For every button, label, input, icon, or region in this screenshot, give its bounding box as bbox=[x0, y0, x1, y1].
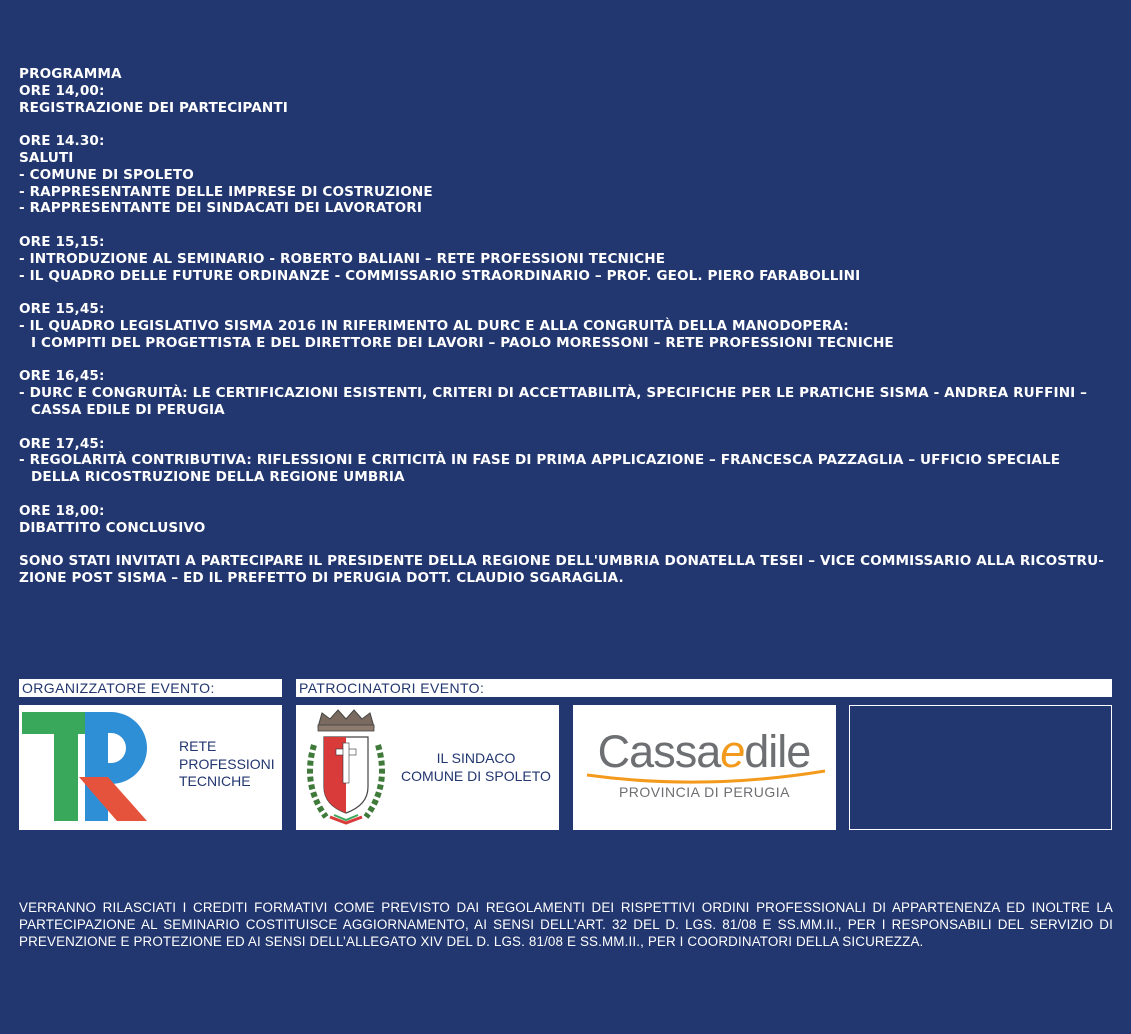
wordmark-part: dile bbox=[744, 726, 811, 777]
session-item: - INTRODUZIONE AL SEMINARIO - ROBERTO BALIANI – RETE PROFESSIONI TECNICHE bbox=[19, 250, 666, 267]
program-title: PROGRAMMA bbox=[19, 66, 122, 82]
organizer-logo-card bbox=[19, 705, 282, 830]
rete-professioni-tecniche-logo-icon bbox=[19, 705, 159, 830]
session-item: - COMUNE DI SPOLETO bbox=[19, 166, 194, 183]
wordmark-accent: e bbox=[720, 726, 745, 777]
cassa-edile-swoosh-icon bbox=[573, 705, 836, 830]
sponsors-label: PATROCINATORI EVENTO: bbox=[296, 679, 1112, 697]
spoleto-coat-of-arms-icon bbox=[296, 705, 396, 830]
session-1545 bbox=[19, 301, 1114, 351]
session-item-continued: I COMPITI DEL PROGETTISTA E DEL DIRETTORE DEI LAVORI – PAOLO MORESSONI – RETE PROFESSIONI TECNICHE bbox=[31, 334, 894, 351]
session-time: ORE 17,45: bbox=[19, 435, 105, 452]
logo-text-line: TECNICHE bbox=[179, 773, 251, 789]
session-item-continued: DELLA RICOSTRUZIONE DELLA REGIONE UMBRIA bbox=[31, 469, 405, 486]
session-1645 bbox=[19, 368, 1114, 418]
session-item: - RAPPRESENTANTE DEI SINDACATI DEI LAVORATORI bbox=[19, 200, 423, 217]
program-section bbox=[19, 66, 1114, 604]
spoleto-logo-card bbox=[296, 705, 559, 830]
logo-text-line: PROFESSIONI bbox=[179, 755, 275, 772]
session-item-continued: CASSA EDILE DI PERUGIA bbox=[31, 401, 225, 418]
session-item: - REGOLARITÀ CONTRIBUTIVA: RIFLESSIONI E CRITICITÀ IN FASE DI PRIMA APPLICAZIONE – FRANCESCA PAZZAGLIA – UFFICIO SPECIALE bbox=[19, 452, 1061, 469]
session-time: ORE 14,00: bbox=[19, 82, 105, 99]
session-item: REGISTRAZIONE DEI PARTECIPANTI bbox=[19, 99, 288, 116]
invited-note bbox=[19, 553, 1114, 587]
logo-text-line: RETE bbox=[179, 738, 217, 754]
session-item: DIBATTITO CONCLUSIVO bbox=[19, 519, 206, 536]
session-1515 bbox=[19, 234, 1114, 284]
session-time: ORE 15,45: bbox=[19, 301, 105, 318]
session-time: ORE 15,15: bbox=[19, 233, 105, 250]
empty-sponsor-slot bbox=[849, 705, 1112, 830]
organizer-label: ORGANIZZATORE EVENTO: bbox=[19, 679, 282, 697]
session-time: ORE 16,45: bbox=[19, 368, 105, 385]
organizer-logo-text bbox=[179, 738, 275, 791]
wordmark-part: Cassa bbox=[597, 726, 721, 777]
footer-note: VERRANNO RILASCIATI I CREDITI FORMATIVI COME PREVISTO DAI REGOLAMENTI DEI RISPETTIVI ORDINI PROFESSIONALI DI APPARTENENZA ED INOLTRE LA PARTECIPAZIONE AL SEMINARIO COSTITUISCE AGGIORNAMENTO, AI SENSI DELL’ART. 32 DEL D. LGS. 81/08 E SS.MM.II., PER I RESPONSABILI DEL SERVIZIO DI PREVENZIONE E PROTEZIONE ED AI SENSI DELL’ALLEGATO XIV DEL D. LGS. 81/08 E SS.MM.II., PER I COORDINATORI DELLA SICUREZZA. bbox=[19, 900, 1113, 950]
logo-t-stem bbox=[54, 712, 78, 821]
logo-text-line: IL SINDACO bbox=[436, 750, 516, 766]
session-item: - RAPPRESENTANTE DELLE IMPRESE DI COSTRUZIONE bbox=[19, 183, 433, 200]
session-1800 bbox=[19, 503, 1114, 537]
session-1745 bbox=[19, 436, 1114, 486]
session-time: ORE 18,00: bbox=[19, 502, 105, 519]
session-item: SALUTI bbox=[19, 149, 74, 166]
session-time: ORE 14.30: bbox=[19, 133, 105, 150]
session-item: - DURC E CONGRUITÀ: LE CERTIFICAZIONI ESISTENTI, CRITERI DI ACCETTABILITÀ, SPECIFICHE PER LE PRATICHE SISMA - ANDREA RUFFINI – bbox=[19, 385, 1088, 402]
session-item: - IL QUADRO DELLE FUTURE ORDINANZE - COMMISSARIO STRAORDINARIO – PROF. GEOL. PIERO FARABOLLINI bbox=[19, 267, 861, 284]
cassa-edile-subtitle: PROVINCIA DI PERUGIA bbox=[618, 784, 791, 800]
session-1430 bbox=[19, 133, 1114, 217]
logo-text-line: COMUNE DI SPOLETO bbox=[401, 767, 551, 784]
invited-line: SONO STATI INVITATI A PARTECIPARE IL PRESIDENTE DELLA REGIONE DELL'UMBRIA DONATELLA TESEI – VICE COMMISSARIO ALLA RICOSTRU- bbox=[19, 553, 1105, 570]
cassa-edile-logo-card bbox=[573, 705, 836, 830]
session-1400 bbox=[19, 83, 1114, 117]
session-item: - IL QUADRO LEGISLATIVO SISMA 2016 IN RIFERIMENTO AL DURC E ALLA CONGRUITÀ DELLA MANODOPERA: bbox=[19, 317, 849, 334]
invited-line: ZIONE POST SISMA – ED IL PREFETTO DI PERUGIA DOTT. CLAUDIO SGARAGLIA. bbox=[19, 569, 624, 586]
spoleto-logo-text bbox=[395, 750, 557, 785]
